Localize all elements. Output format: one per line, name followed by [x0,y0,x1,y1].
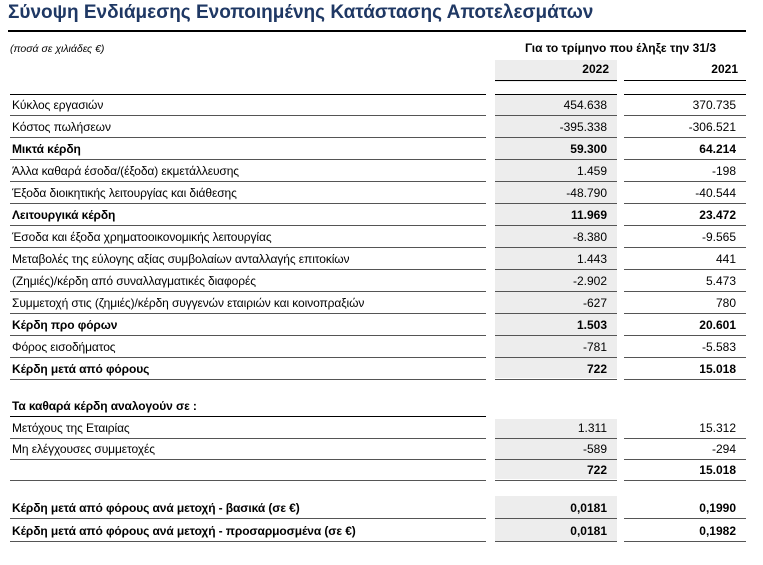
row-label: Έσοδα και έξοδα χρηματοοικονομικής λειτουργίας [12,230,272,244]
year-divider [624,80,746,81]
value-2022: -781 [582,340,607,354]
title-divider [8,30,746,32]
table-row [10,498,746,519]
value-2021: 780 [715,296,736,310]
value-2021: 15.018 [699,463,736,477]
attribution-heading-row [10,396,746,417]
row-label: Λειτουργικά κέρδη [12,208,116,222]
units-note: (ποσά σε χιλιάδες €) [10,43,105,55]
value-2021: 20.601 [699,318,736,332]
row-label: Κέρδη μετά από φόρους [12,362,150,376]
value-2022: 722 [586,463,607,477]
row-label: Κύκλος εργασιών [12,98,104,112]
table-row [10,460,746,481]
table-row [10,271,746,292]
value-2022: 1.443 [576,252,607,266]
row-label: Συμμετοχή στις (ζημιές)/κέρδη συγγενών εταιριών και κοινοπραξιών [12,296,365,310]
value-2021: -5.583 [701,340,736,354]
value-2021: 15.312 [699,421,736,435]
value-2022: 11.969 [570,208,607,222]
year-2021-header: 2021 [711,62,738,76]
row-label: Κόστος πωλήσεων [12,120,111,134]
value-2021: 5.473 [705,274,736,288]
table-row [10,315,746,336]
table-row [10,117,746,138]
value-2022: -48.790 [566,186,607,200]
row-label: Μικτά κέρδη [12,142,81,156]
row-label: (Ζημιές)/κέρδη από συναλλαγματικές διαφορές [12,274,256,288]
value-2022: 1.459 [576,164,607,178]
table-row [10,293,746,314]
row-label: Κέρδη προ φόρων [12,318,118,332]
value-2022: -627 [582,296,607,310]
value-2021: 15.018 [699,362,736,376]
value-2022: 722 [586,362,607,376]
value-2022: 1.311 [577,421,607,435]
value-2021: -294 [711,442,736,456]
attribution-heading: Τα καθαρά κέρδη αναλογούν σε : [12,399,197,413]
year-divider [495,80,617,81]
table-row [10,183,746,204]
table-row [10,359,746,380]
table-row [10,205,746,226]
value-2021: -198 [711,164,736,178]
value-2022: 59.300 [570,142,607,156]
row-label: Φόρος εισοδήματος [12,340,116,354]
value-2021: 0,1990 [699,501,736,515]
value-2021: 64.214 [699,142,736,156]
value-2021: 441 [715,252,736,266]
table-row [10,227,746,248]
row-label: Μεταβολές της εύλογης αξίας συμβολαίων ανταλλαγής επιτοκίων [12,252,350,266]
page-title: Σύνοψη Ενδιάμεσης Ενοποιημένης Κατάστασης Αποτελεσμάτων [8,2,594,23]
table-row [10,521,746,542]
value-2022: 0,0181 [570,524,607,538]
table-row [10,337,746,358]
value-2022: 454.638 [563,98,607,112]
row-label: Κέρδη μετά από φόρους ανά μετοχή - προσαρμοσμένα (σε €) [12,524,356,538]
value-2022: 0,0181 [570,501,607,515]
value-2022: -395.338 [559,120,607,134]
table-row [10,161,746,182]
value-2021: -9.565 [701,230,736,244]
value-2021: 370.735 [692,98,736,112]
table-row [10,439,746,460]
value-2021: 0,1982 [699,524,736,538]
table-row [10,139,746,160]
row-label: Μετόχους της Εταιρίας [12,421,130,435]
table-row [10,418,746,439]
table-row [10,95,746,116]
value-2022: -589 [582,442,607,456]
row-label: Μη ελέγχουσες συμμετοχές [12,442,155,456]
table-row [10,249,746,270]
row-label: Άλλα καθαρά έσοδα/(έξοδα) εκμετάλλευσης [12,164,239,178]
row-label: Κέρδη μετά από φόρους ανά μετοχή - βασικά (σε €) [12,501,300,515]
row-label: Έξοδα διοικητικής λειτουργίας και διάθεσης [12,186,237,200]
value-2022: 1.503 [576,318,607,332]
value-2021: 23.472 [699,208,736,222]
value-2022: -8.380 [572,230,607,244]
value-2022: -2.902 [572,274,607,288]
value-2021: -40.544 [695,186,736,200]
period-header: Για το τρίμηνο που έληξε την 31/3 [524,41,717,55]
year-2022-header: 2022 [582,62,609,76]
value-2021: -306.521 [688,120,736,134]
